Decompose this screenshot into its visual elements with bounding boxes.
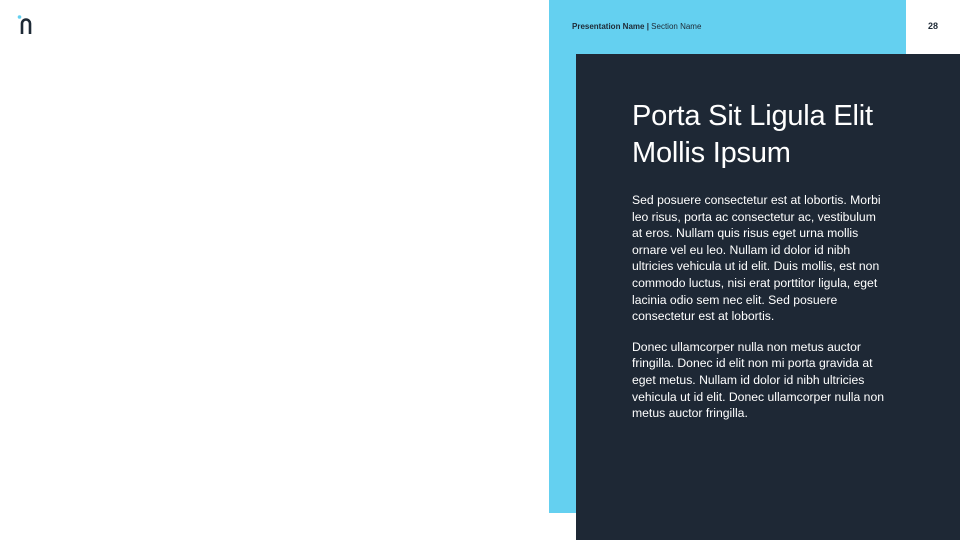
content-block xyxy=(632,98,887,436)
slide-title: Porta Sit Ligula Elit Mollis Ipsum xyxy=(632,100,873,169)
body-paragraph: Donec ullamcorper nulla non metus auctor fringilla. Donec id elit non mi porta gravida at eget metus. Nullam id dolor id nibh ultricies vehicula ut id elit. Donec ullamcorper nulla non metus auctor fringilla. xyxy=(632,339,885,421)
section-name: Section Name xyxy=(648,22,702,31)
presentation-name: Presentation Name | xyxy=(572,22,649,31)
body-paragraph: Sed posuere consectetur est at lobortis. Morbi leo risus, porta ac consectetur ac, vestibulum at eros. Nullam quis risus eget urna mollis ornare vel eu leo. Nullam id dolor id nibh ultricies vehicula ut id elit. Duis mollis, est non commodo luctus, nisi erat porttitor ligula, eget lacinia odio sem nec elit. Sed posuere consectetur est at lobortis. xyxy=(632,193,881,324)
n-logo-icon xyxy=(17,14,37,36)
header-breadcrumb xyxy=(572,21,701,32)
page-number: 28 xyxy=(927,21,938,31)
